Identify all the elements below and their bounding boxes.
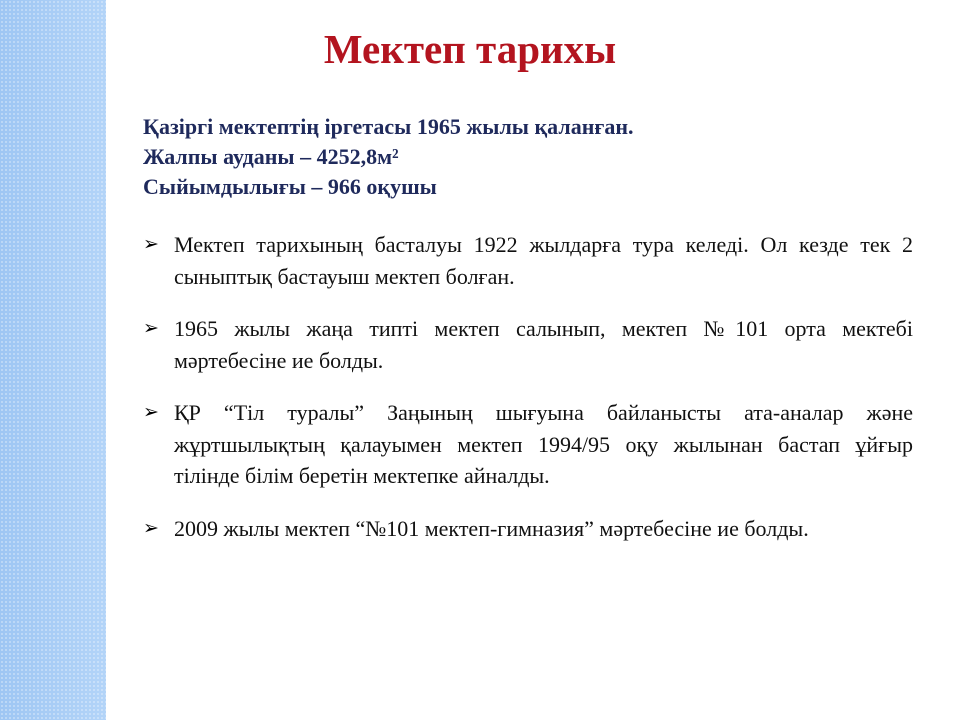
fact-foundation-year: Қазіргі мектептің іргетасы 1965 жылы қаланған.: [143, 114, 634, 139]
fact-capacity: Сыйымдылығы – 966 оқушы: [143, 174, 437, 199]
history-item-text: 2009 жылы мектеп “№101 мектеп-гимназия” мәртебесіне ие болды.: [174, 515, 809, 541]
history-item: [143, 229, 913, 292]
history-item: [143, 313, 913, 376]
fact-total-area: Жалпы ауданы – 4252,8м²: [143, 144, 399, 169]
arrowhead-bullet-icon: ➢: [143, 234, 159, 255]
arrowhead-bullet-icon: ➢: [143, 402, 159, 423]
history-item-text: ҚР “Тіл туралы” Заңының шығуына байланысты ата-аналар және жұртшылықтың қалауымен мектеп 1994/95 оқу жылынан бастап ұйғыр тілінде білім беретін мектепке айналды.: [174, 400, 913, 488]
history-item-text: Мектеп тарихының басталуы 1922 жылдарға тура келеді. Ол кезде тек 2 сыныптық бастауыш мектеп болған.: [174, 232, 913, 289]
history-list: [143, 229, 913, 565]
school-facts: [143, 112, 923, 202]
slide-title: Мектеп тарихы: [323, 26, 617, 72]
decorative-side-band: [0, 0, 106, 720]
history-item-text: 1965 жылы жаңа типті мектеп салынып, мектеп №101 орта мектебі мәртебесіне ие болды.: [174, 316, 913, 373]
arrowhead-bullet-icon: ➢: [143, 517, 159, 539]
history-item: [143, 397, 913, 492]
history-item: [143, 513, 913, 545]
arrowhead-bullet-icon: ➢: [143, 318, 159, 339]
